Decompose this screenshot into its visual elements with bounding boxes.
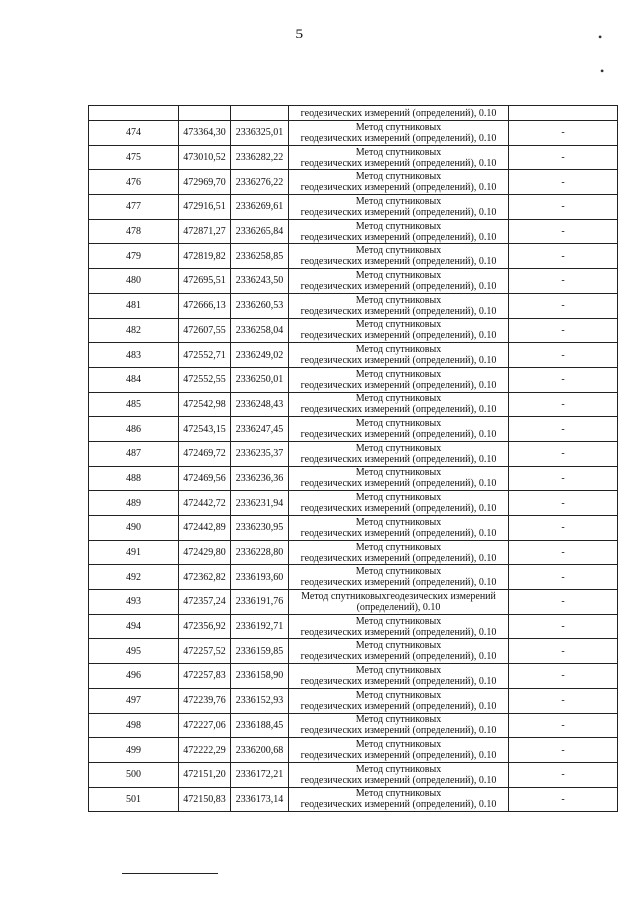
- y-coordinate-cell: 2336200,68: [231, 738, 289, 763]
- method-line-1: Метод спутниковых: [355, 368, 442, 380]
- x-coordinate-cell: 473010,52: [179, 145, 231, 170]
- method-line-1: Метод спутниковых: [355, 492, 442, 504]
- point-number-cell: 495: [89, 639, 179, 664]
- method-line-1: Метод спутниковых: [355, 146, 442, 158]
- y-coordinate-cell: 2336192,71: [231, 614, 289, 639]
- method-line-2: (определений), 0.10: [356, 601, 441, 613]
- y-coordinate-cell: 2336191,76: [231, 590, 289, 615]
- point-number-cell: 477: [89, 195, 179, 220]
- y-coordinate-cell: 2336235,37: [231, 441, 289, 466]
- method-line-2: геодезических измерений (определений), 0.10: [300, 132, 497, 144]
- accuracy-cell: -: [509, 392, 618, 417]
- accuracy-cell: -: [509, 195, 618, 220]
- method-cell: [289, 269, 509, 294]
- method-line-1: Метод спутниковых: [355, 319, 442, 331]
- x-coordinate-cell: 472257,52: [179, 639, 231, 664]
- x-coordinate-cell: 472429,80: [179, 540, 231, 565]
- accuracy-cell: -: [509, 417, 618, 442]
- method-cell: геодезических измерений (определений), 0.10: [289, 106, 509, 121]
- y-coordinate-cell: 2336152,93: [231, 688, 289, 713]
- x-coordinate-cell: 472227,06: [179, 713, 231, 738]
- table-row: [89, 318, 618, 343]
- x-coordinate-cell: 472442,89: [179, 516, 231, 541]
- x-coordinate-cell: 472552,55: [179, 367, 231, 392]
- point-number-cell: 474: [89, 121, 179, 146]
- method-line-1: Метод спутниковых: [355, 714, 442, 726]
- point-number-cell: 490: [89, 516, 179, 541]
- method-line-1: Метод спутниковых: [355, 121, 442, 133]
- x-coordinate-cell: 472356,92: [179, 614, 231, 639]
- method-cell: [289, 121, 509, 146]
- y-coordinate-cell: 2336258,85: [231, 244, 289, 269]
- method-line-2: геодезических измерений (определений), 0.10: [300, 651, 497, 663]
- accuracy-cell: -: [509, 466, 618, 491]
- table-row: [89, 540, 618, 565]
- accuracy-cell: -: [509, 269, 618, 294]
- method-cell: [289, 293, 509, 318]
- point-number-cell: 478: [89, 219, 179, 244]
- point-number-cell: 498: [89, 713, 179, 738]
- table-row: [89, 293, 618, 318]
- y-coordinate-cell: 2336159,85: [231, 639, 289, 664]
- y-coordinate-cell: 2336188,45: [231, 713, 289, 738]
- y-coordinate-cell: 2336249,02: [231, 343, 289, 368]
- accuracy-cell: -: [509, 590, 618, 615]
- y-coordinate-cell: 2336173,14: [231, 787, 289, 812]
- y-coordinate-cell: 2336193,60: [231, 565, 289, 590]
- method-line-1: Метод спутниковыхгеодезических измерений: [301, 590, 496, 602]
- accuracy-cell: -: [509, 170, 618, 195]
- point-number-cell: 500: [89, 762, 179, 787]
- x-coordinate-cell: 473364,30: [179, 121, 231, 146]
- accuracy-cell: -: [509, 787, 618, 812]
- point-number-cell: [89, 106, 179, 121]
- table-row: [89, 244, 618, 269]
- method-line-2: геодезических измерений (определений), 0.10: [300, 206, 497, 218]
- table-row: [89, 170, 618, 195]
- method-cell: [289, 491, 509, 516]
- point-number-cell: 492: [89, 565, 179, 590]
- method-line-2: геодезических измерений (определений), 0.10: [300, 280, 497, 292]
- method-line-2: геодезических измерений (определений), 0.10: [300, 256, 497, 268]
- x-coordinate-cell: [179, 106, 231, 121]
- accuracy-cell: -: [509, 367, 618, 392]
- y-coordinate-cell: 2336231,94: [231, 491, 289, 516]
- point-number-cell: 480: [89, 269, 179, 294]
- method-cell: [289, 441, 509, 466]
- table-row: [89, 343, 618, 368]
- accuracy-cell: -: [509, 614, 618, 639]
- accuracy-cell: -: [509, 713, 618, 738]
- scan-dot-mark: •: [600, 64, 605, 78]
- method-line-1: Метод спутниковых: [355, 269, 442, 281]
- point-number-cell: 489: [89, 491, 179, 516]
- table-row: [89, 614, 618, 639]
- method-cell: [289, 219, 509, 244]
- x-coordinate-cell: 472222,29: [179, 738, 231, 763]
- method-line-2: геодезических измерений (определений), 0.10: [300, 750, 497, 762]
- accuracy-cell: -: [509, 343, 618, 368]
- accuracy-cell: -: [509, 219, 618, 244]
- accuracy-cell: -: [509, 516, 618, 541]
- point-number-cell: 496: [89, 664, 179, 689]
- method-line-1: Метод спутниковых: [355, 788, 442, 800]
- point-number-cell: 491: [89, 540, 179, 565]
- method-line-2: геодезических измерений (определений), 0.10: [300, 799, 497, 811]
- y-coordinate-cell: [231, 106, 289, 121]
- x-coordinate-cell: 472239,76: [179, 688, 231, 713]
- accuracy-cell: -: [509, 664, 618, 689]
- table-row: [89, 367, 618, 392]
- method-line-1: Метод спутниковых: [355, 541, 442, 553]
- method-cell: [289, 614, 509, 639]
- method-line-1: Метод спутниковых: [355, 739, 442, 751]
- x-coordinate-cell: 472542,98: [179, 392, 231, 417]
- x-coordinate-cell: 472819,82: [179, 244, 231, 269]
- page-number-mark: 5: [295, 26, 304, 41]
- method-line-2: геодезических измерений (определений), 0.10: [300, 774, 497, 786]
- method-line-2: геодезических измерений (определений), 0.10: [300, 330, 497, 342]
- y-coordinate-cell: 2336243,50: [231, 269, 289, 294]
- method-cell: [289, 244, 509, 269]
- point-number-cell: 482: [89, 318, 179, 343]
- y-coordinate-cell: 2336228,80: [231, 540, 289, 565]
- x-coordinate-cell: 472357,24: [179, 590, 231, 615]
- point-number-cell: 494: [89, 614, 179, 639]
- accuracy-cell: [509, 106, 618, 121]
- y-coordinate-cell: 2336230,95: [231, 516, 289, 541]
- method-cell: [289, 516, 509, 541]
- accuracy-cell: -: [509, 688, 618, 713]
- method-line-1: Метод спутниковых: [355, 294, 442, 306]
- method-line-1: Метод спутниковых: [355, 664, 442, 676]
- y-coordinate-cell: 2336172,21: [231, 762, 289, 787]
- method-line-1: Метод спутниковых: [355, 615, 442, 627]
- table-row: [89, 738, 618, 763]
- method-line-2: геодезических измерений (определений), 0.10: [300, 552, 497, 564]
- x-coordinate-cell: 472695,51: [179, 269, 231, 294]
- x-coordinate-cell: 472362,82: [179, 565, 231, 590]
- method-line-1: Метод спутниковых: [355, 418, 442, 430]
- y-coordinate-cell: 2336250,01: [231, 367, 289, 392]
- method-cell: [289, 639, 509, 664]
- coordinates-table-body: [89, 106, 618, 812]
- x-coordinate-cell: 472543,15: [179, 417, 231, 442]
- point-number-cell: 501: [89, 787, 179, 812]
- method-line-2: геодезических измерений (определений), 0.10: [300, 157, 497, 169]
- point-number-cell: 483: [89, 343, 179, 368]
- accuracy-cell: -: [509, 293, 618, 318]
- signature-line: [122, 873, 218, 874]
- table-row: [89, 269, 618, 294]
- method-line-2: геодезических измерений (определений), 0.10: [300, 503, 497, 515]
- x-coordinate-cell: 472916,51: [179, 195, 231, 220]
- table-row: [89, 639, 618, 664]
- method-line-1: Метод спутниковых: [355, 171, 442, 183]
- method-line-1: Метод спутниковых: [355, 195, 442, 207]
- point-number-cell: 475: [89, 145, 179, 170]
- y-coordinate-cell: 2336276,22: [231, 170, 289, 195]
- method-line-2: геодезических измерений (определений), 0.10: [300, 577, 497, 589]
- method-line-2: геодезических измерений (определений), 0.10: [300, 231, 497, 243]
- method-cell: [289, 787, 509, 812]
- table-row: [89, 565, 618, 590]
- x-coordinate-cell: 472552,71: [179, 343, 231, 368]
- x-coordinate-cell: 472442,72: [179, 491, 231, 516]
- y-coordinate-cell: 2336269,61: [231, 195, 289, 220]
- method-cell: [289, 417, 509, 442]
- method-cell: [289, 343, 509, 368]
- table-row: [89, 417, 618, 442]
- point-number-cell: 479: [89, 244, 179, 269]
- table-row: [89, 688, 618, 713]
- x-coordinate-cell: 472150,83: [179, 787, 231, 812]
- method-line-1: Метод спутниковых: [355, 467, 442, 479]
- table-row: [89, 195, 618, 220]
- scan-dot-mark: •: [598, 30, 603, 44]
- method-cell: [289, 540, 509, 565]
- method-cell: [289, 738, 509, 763]
- table-row: [89, 121, 618, 146]
- method-cell: [289, 367, 509, 392]
- y-coordinate-cell: 2336325,01: [231, 121, 289, 146]
- point-number-cell: 485: [89, 392, 179, 417]
- method-cell: [289, 664, 509, 689]
- table-row: [89, 219, 618, 244]
- table-row: [89, 441, 618, 466]
- y-coordinate-cell: 2336158,90: [231, 664, 289, 689]
- method-cell: [289, 713, 509, 738]
- method-line-2: геодезических измерений (определений), 0.10: [300, 478, 497, 490]
- y-coordinate-cell: 2336236,36: [231, 466, 289, 491]
- accuracy-cell: -: [509, 565, 618, 590]
- x-coordinate-cell: 472257,83: [179, 664, 231, 689]
- table-row: [89, 491, 618, 516]
- method-line-2: геодезических измерений (определений), 0.10: [300, 305, 497, 317]
- table-row: [89, 664, 618, 689]
- method-line-1: Метод спутниковых: [355, 763, 442, 775]
- accuracy-cell: -: [509, 762, 618, 787]
- y-coordinate-cell: 2336265,84: [231, 219, 289, 244]
- method-line-2: геодезических измерений (определений), 0.10: [300, 182, 497, 194]
- x-coordinate-cell: 472607,55: [179, 318, 231, 343]
- method-line-2: геодезических измерений (определений), 0.10: [300, 429, 497, 441]
- method-line-1: Метод спутниковых: [355, 640, 442, 652]
- method-line-1: Метод спутниковых: [355, 442, 442, 454]
- accuracy-cell: -: [509, 738, 618, 763]
- accuracy-cell: -: [509, 540, 618, 565]
- method-cell: [289, 145, 509, 170]
- point-number-cell: 497: [89, 688, 179, 713]
- method-cell: [289, 590, 509, 615]
- method-line-1: Метод спутниковых: [355, 516, 442, 528]
- x-coordinate-cell: 472666,13: [179, 293, 231, 318]
- method-cell: [289, 195, 509, 220]
- method-cell: [289, 318, 509, 343]
- accuracy-cell: -: [509, 639, 618, 664]
- accuracy-cell: -: [509, 145, 618, 170]
- y-coordinate-cell: 2336248,43: [231, 392, 289, 417]
- method-line-1: Метод спутниковых: [355, 245, 442, 257]
- table-row-continuation: [89, 106, 618, 121]
- y-coordinate-cell: 2336260,53: [231, 293, 289, 318]
- coordinates-table: [88, 105, 618, 812]
- method-line-2: геодезических измерений (определений), 0.10: [300, 453, 497, 465]
- point-number-cell: 488: [89, 466, 179, 491]
- accuracy-cell: -: [509, 441, 618, 466]
- point-number-cell: 476: [89, 170, 179, 195]
- table-row: [89, 516, 618, 541]
- y-coordinate-cell: 2336258,04: [231, 318, 289, 343]
- x-coordinate-cell: 472151,20: [179, 762, 231, 787]
- accuracy-cell: -: [509, 244, 618, 269]
- point-number-cell: 481: [89, 293, 179, 318]
- point-number-cell: 486: [89, 417, 179, 442]
- x-coordinate-cell: 472469,72: [179, 441, 231, 466]
- method-cell: [289, 688, 509, 713]
- x-coordinate-cell: 472469,56: [179, 466, 231, 491]
- accuracy-cell: -: [509, 318, 618, 343]
- method-line-2: геодезических измерений (определений), 0.10: [300, 404, 497, 416]
- method-line-2: геодезических измерений (определений), 0.10: [300, 725, 497, 737]
- method-line-1: Метод спутниковых: [355, 689, 442, 701]
- point-number-cell: 499: [89, 738, 179, 763]
- method-cell: [289, 565, 509, 590]
- table-row: [89, 392, 618, 417]
- method-cell: [289, 392, 509, 417]
- y-coordinate-cell: 2336282,22: [231, 145, 289, 170]
- method-line-1: Метод спутниковых: [355, 566, 442, 578]
- table-row: [89, 466, 618, 491]
- x-coordinate-cell: 472871,27: [179, 219, 231, 244]
- table-row: [89, 787, 618, 812]
- point-number-cell: 487: [89, 441, 179, 466]
- table-row: [89, 713, 618, 738]
- table-row: [89, 145, 618, 170]
- accuracy-cell: -: [509, 491, 618, 516]
- y-coordinate-cell: 2336247,45: [231, 417, 289, 442]
- method-cell: [289, 170, 509, 195]
- method-line-1: Метод спутниковых: [355, 393, 442, 405]
- method-line-2: геодезических измерений (определений), 0.10: [300, 379, 497, 391]
- x-coordinate-cell: 472969,70: [179, 170, 231, 195]
- method-line-2: геодезических измерений (определений), 0.10: [300, 700, 497, 712]
- table-row: [89, 762, 618, 787]
- method-line-2: геодезических измерений (определений), 0.10: [300, 355, 497, 367]
- method-cell: [289, 466, 509, 491]
- method-line-2: геодезических измерений (определений), 0.10: [300, 675, 497, 687]
- accuracy-cell: -: [509, 121, 618, 146]
- method-line-2: геодезических измерений (определений), 0.10: [300, 626, 497, 638]
- method-line-2: геодезических измерений (определений), 0.10: [300, 527, 497, 539]
- table-row: [89, 590, 618, 615]
- point-number-cell: 484: [89, 367, 179, 392]
- point-number-cell: 493: [89, 590, 179, 615]
- method-cell: [289, 762, 509, 787]
- method-line-1: Метод спутниковых: [355, 344, 442, 356]
- method-line-1: Метод спутниковых: [355, 220, 442, 232]
